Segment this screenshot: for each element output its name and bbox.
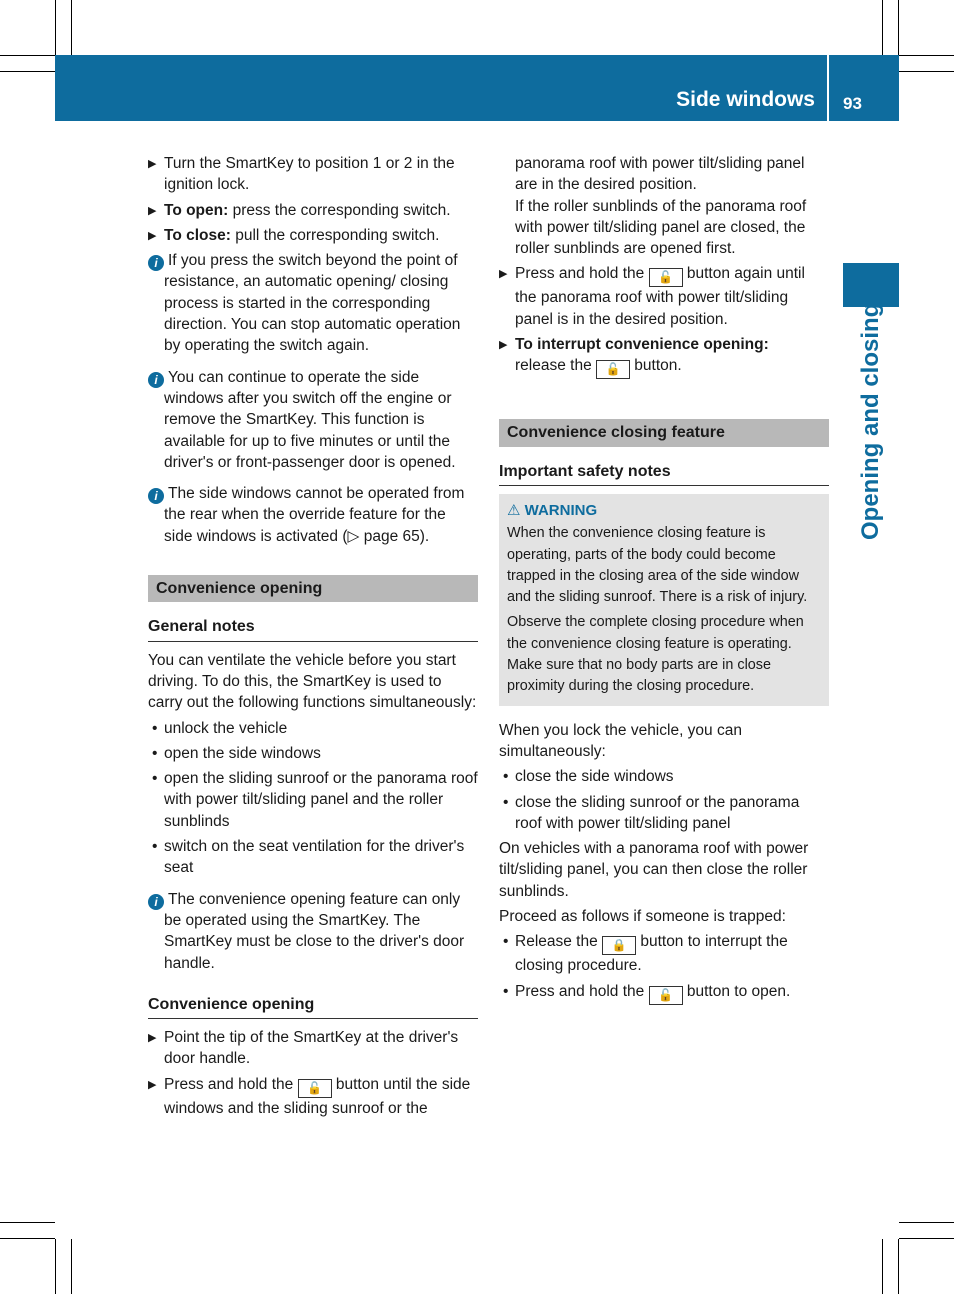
crop-mark (898, 1239, 899, 1294)
crop-mark (55, 0, 56, 55)
info-note (148, 250, 478, 356)
list-item-text: unlock the vehicle (164, 719, 288, 737)
crop-mark (899, 71, 954, 72)
step-item (499, 263, 829, 330)
chapter-label: Opening and closing (857, 302, 884, 540)
list-item-text: Release the (515, 933, 603, 951)
step-text: Point the tip of the SmartKey at the driver's door handle. (164, 1029, 459, 1068)
crop-mark (0, 71, 55, 72)
subheading: Important safety notes (499, 461, 829, 486)
info-text: The convenience opening feature can only be operated using the SmartKey. The SmartKey must be close to the driver's door handle. (164, 890, 465, 972)
step-text: release the (515, 357, 596, 375)
paragraph: If the roller sunblinds of the panorama roof with power tilt/sliding panel are closed, the roller sunblinds are opened first. (515, 197, 807, 258)
info-text: You can continue to operate the side windows after you switch off the engine or remove the SmartKey. This function is available for up to five minutes or until the driver's or front-passenger door is opened. (164, 368, 456, 471)
crop-mark (55, 1239, 56, 1294)
info-note (148, 889, 478, 974)
list-item-text: button to open. (682, 982, 791, 1000)
info-icon: i (148, 255, 164, 271)
crop-mark (0, 1222, 55, 1223)
step-item (148, 225, 478, 246)
step-text: Press and hold the (515, 265, 649, 283)
crop-mark (899, 1238, 954, 1239)
page-number: 93 (843, 94, 862, 113)
arrow-icon: ▶ (148, 1078, 157, 1091)
crop-mark (71, 1239, 72, 1294)
step-text: button again until the panorama roof with power tilt/sliding panel is in the desired position. (515, 265, 805, 328)
right-column (499, 153, 829, 1009)
crop-mark (898, 0, 899, 55)
page-title: Side windows (676, 88, 815, 111)
paragraph: You can ventilate the vehicle before you start driving. To do this, the SmartKey is used to carry out the following functions simultaneously: (148, 651, 477, 712)
list-item-text: close the side windows (515, 768, 674, 786)
lock-key-icon: 🔒 (602, 936, 636, 955)
arrow-icon: ▶ (499, 268, 508, 281)
info-note (148, 483, 478, 547)
subheading: General notes (148, 616, 478, 641)
list-item: • close the sliding sunroof or the panorama roof with power tilt/sliding panel (503, 793, 800, 832)
warning-box (499, 494, 829, 706)
arrow-icon: ▶ (148, 1032, 157, 1045)
list-item-text: switch on the seat ventilation for the driver's seat (164, 838, 465, 877)
info-icon: i (148, 894, 164, 910)
list-item: • close the side windows (503, 768, 674, 786)
paragraph: Proceed as follows if someone is trapped: (499, 908, 786, 926)
paragraph: When you lock the vehicle, you can simultaneously: (499, 721, 742, 760)
list-item: • unlock the vehicle (152, 719, 288, 737)
section-heading: Convenience closing feature (499, 419, 829, 446)
list-item: • switch on the seat ventilation for the driver's seat (152, 838, 465, 877)
list-item-text: open the sliding sunroof or the panorama roof with power tilt/sliding panel and the roller sunblinds (164, 770, 478, 830)
crop-mark (882, 0, 883, 55)
crop-mark (71, 0, 72, 55)
subheading: Convenience opening (148, 994, 478, 1019)
arrow-icon: ▶ (148, 158, 157, 170)
section-heading: Convenience opening (148, 575, 478, 602)
step-item (499, 334, 829, 379)
crop-mark (899, 1222, 954, 1223)
unlock-key-icon: 🔓 (596, 360, 630, 379)
crop-mark (882, 1239, 883, 1294)
info-text: The side windows cannot be operated from the rear when the override feature for the side windows is activated (▷ page 65). (164, 485, 465, 545)
step-text: button. (630, 357, 682, 375)
arrow-icon: ▶ (148, 229, 157, 242)
step-bold: To open: (164, 201, 229, 219)
unlock-key-icon: 🔓 (649, 986, 683, 1005)
paragraph: On vehicles with a panorama roof with power tilt/sliding panel, you can then close the roller sunblinds. (499, 840, 809, 900)
info-icon: i (148, 488, 164, 504)
step-text: pull the corresponding switch. (230, 226, 440, 244)
unlock-key-icon: 🔓 (649, 268, 683, 287)
warning-header (507, 500, 821, 521)
step-item (148, 1027, 478, 1070)
list-item: • open the sliding sunroof or the panorama roof with power tilt/sliding panel and the roller sunblinds (152, 770, 478, 830)
warning-text: Observe the complete closing procedure when the convenience closing feature is operating. Make sure that no body parts are in close proximity during the closing procedure. (507, 614, 804, 695)
unlock-key-icon: 🔓 (298, 1079, 332, 1098)
info-text: If you press the switch beyond the point of resistance, an automatic opening/ closing process is started in the corresponding direction. You can stop automatic operation by operating the switch again. (164, 252, 461, 355)
info-icon: i (148, 372, 164, 388)
warning-title: WARNING (524, 501, 598, 519)
list-item-text: close the sliding sunroof or the panorama roof with power tilt/sliding panel (515, 793, 800, 832)
step-item (148, 153, 478, 196)
step-bold: To close: (164, 226, 231, 244)
info-note (148, 367, 478, 473)
step-item (148, 1074, 478, 1119)
step-text: press the corresponding switch. (228, 201, 451, 219)
list-item: • open the side windows (152, 744, 321, 762)
list-item-text: Press and hold the (515, 982, 649, 1000)
arrow-icon: ▶ (148, 204, 157, 217)
step-text: Press and hold the (164, 1075, 298, 1093)
warning-text: When the convenience closing feature is operating, parts of the body could become trapped in the closing area of the side window and the sliding sunroof. There is a risk of injury. (507, 525, 808, 606)
crop-mark (0, 55, 55, 56)
step-bold: To interrupt convenience opening: (515, 336, 769, 354)
step-text: Turn the SmartKey to position 1 or 2 in the ignition lock. (164, 155, 455, 194)
crop-mark (0, 1238, 55, 1239)
list-item: • Press and hold the 🔓 button to open. (499, 981, 829, 1005)
chapter-tab (843, 263, 899, 307)
left-column (148, 153, 478, 1123)
warning-triangle-icon: ⚠ (507, 501, 521, 519)
list-item-text: open the side windows (164, 744, 321, 762)
step-item (148, 200, 478, 221)
paragraph: panorama roof with power tilt/sliding panel are in the desired position. (515, 155, 805, 194)
arrow-icon: ▶ (499, 339, 508, 352)
crop-mark (899, 55, 954, 56)
step-text: button until the side windows and the sliding sunroof or the (164, 1075, 471, 1117)
list-item: • Release the 🔒 button to interrupt the closing procedure. (503, 933, 788, 975)
list-item-text: button to interrupt the closing procedure. (515, 933, 788, 975)
header-divider (827, 55, 829, 121)
